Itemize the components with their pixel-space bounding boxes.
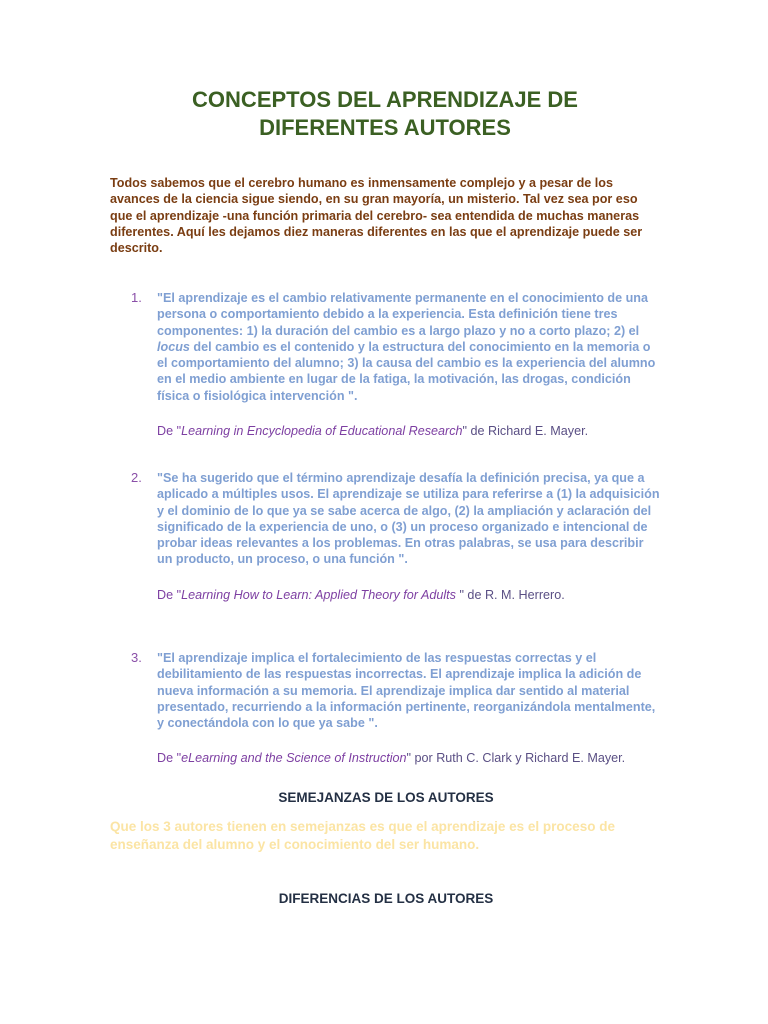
list-item	[110, 470, 662, 603]
source-citation	[157, 587, 662, 603]
source-title: eLearning and the Science of Instruction	[181, 751, 407, 766]
quote-emphasis: locus	[157, 339, 190, 354]
source-title: Learning in Encyclopedia of Educational Research	[181, 424, 463, 439]
source-suffix: " de Richard E. Mayer.	[462, 424, 589, 439]
similarities-text: Que los 3 autores tienen en semejanzas es que el aprendizaje es el proceso de enseñanza del alumno y el conocimiento del ser humano.	[110, 819, 615, 852]
list-number: 2.	[131, 470, 142, 485]
source-prefix: De "	[157, 751, 182, 766]
source-prefix: De "	[157, 424, 182, 439]
source-title: Learning How to Learn: Applied Theory for Adults	[181, 587, 456, 602]
title-line-2: DIFERENTES AUTORES	[259, 115, 511, 140]
list-number: 1.	[131, 290, 142, 305]
title-line-1: CONCEPTOS DEL APRENDIZAJE DE	[192, 87, 578, 112]
list-item	[110, 650, 662, 767]
source-suffix: " de R. M. Herrero.	[455, 587, 565, 602]
page-title	[110, 86, 660, 142]
differences-heading: DIFERENCIAS DE LOS AUTORES	[278, 891, 494, 906]
similarities-heading: SEMEJANZAS DE LOS AUTORES	[278, 790, 494, 805]
source-citation	[157, 750, 662, 766]
source-citation	[157, 423, 662, 439]
quote-text-part: del cambio es el contenido y la estructura del conocimiento en la memoria o el comportamiento del alumno; 3) la causa del cambio es la experiencia del alumno en el medio ambiente en lugar de la fatiga, la motivación, las drogas, condición física o fisiológica intervención ".	[157, 339, 656, 403]
quote-text: "El aprendizaje implica el fortalecimiento de las respuestas correctas y el debilitamiento de las respuestas incorrectas. El aprendizaje implica la adición de nueva información a su memoria. El aprendizaje implica dar sentido al material presentado, recurriendo a la información pertinente, reorganizándola mentalmente, y conectándola con lo que ya sabe ".	[157, 651, 656, 731]
source-suffix: " por Ruth C. Clark y Richard E. Mayer.	[406, 751, 626, 766]
intro-paragraph: Todos sabemos que el cerebro humano es inmensamente complejo y a pesar de los avances de la ciencia sigue siendo, en su gran mayoría, un misterio. Tal vez sea por eso que el aprendizaje -una función primaria del cerebro- sea entendida de muchas maneras diferentes. Aquí les dejamos diez maneras diferentes en las que el aprendizaje puede ser descrito.	[110, 176, 643, 256]
list-item	[110, 290, 662, 439]
source-prefix: De "	[157, 587, 182, 602]
quote-text: "Se ha sugerido que el término aprendizaje desafía la definición precisa, ya que a aplicado a múltiples usos. El aprendizaje se utiliza para referirse a (1) la adquisición y el dominio de lo que ya se sabe acerca de algo, (2) la ampliación y aclaración del significado de la experiencia de uno, o (3) un proceso organizado e intencional de probar ideas relevantes a los problemas. En otras palabras, se usa para describir un producto, un proceso, o una función ".	[157, 471, 660, 567]
quote-text	[157, 290, 662, 404]
list-number: 3.	[131, 650, 142, 665]
quote-text-part: "El aprendizaje es el cambio relativamente permanente en el conocimiento de una persona o comportamiento debido a la experiencia. Esta definición tiene tres componentes: 1) la duración del cambio es a largo plazo y no a corto plazo; 2) el	[157, 291, 648, 338]
